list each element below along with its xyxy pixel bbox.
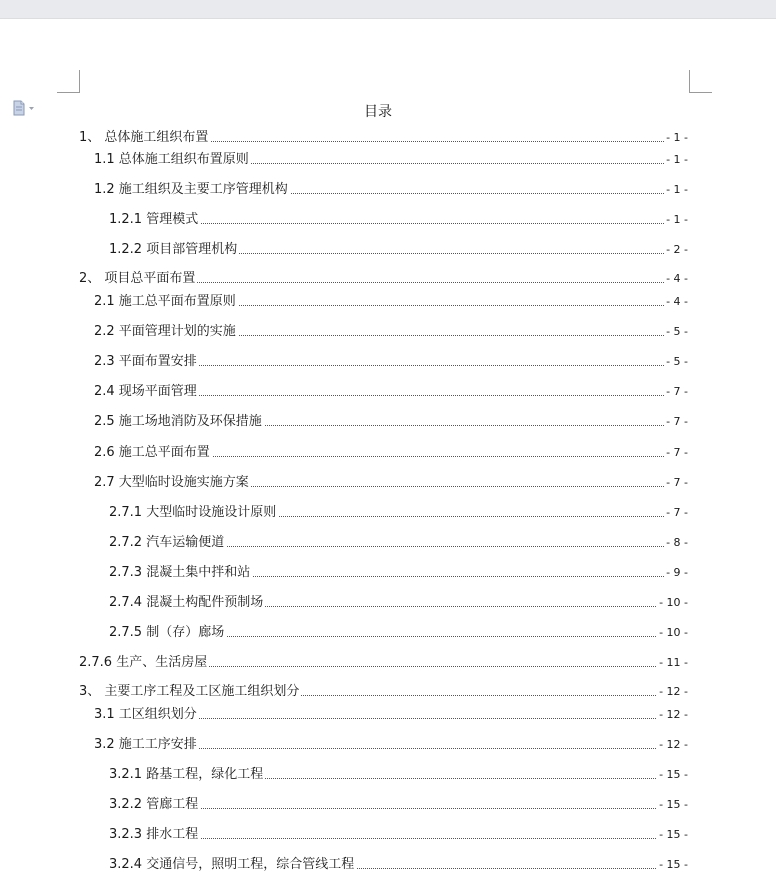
toc-page-number: - 1 -	[664, 180, 688, 200]
toc-page-number: - 7 -	[664, 443, 688, 463]
toc-entry-label: 3.2.2 管廊工程	[109, 795, 200, 815]
toc-page-number: - 15 -	[657, 825, 688, 845]
toc-page-number: - 15 -	[657, 765, 688, 785]
toc-entry-label: 3.2 施工工序安排	[94, 735, 199, 755]
toc-entry-label: 3.2.4 交通信号，照明工程，综合管线工程	[109, 855, 356, 875]
toc-entry-label: 1、 总体施工组织布置	[79, 128, 210, 148]
toc-entry-label: 1.2.2 项目部管理机构	[109, 240, 239, 260]
toc-page-number: - 12 -	[657, 705, 688, 725]
toc-entry-label: 3.2.3 排水工程	[109, 825, 200, 845]
toc-entry[interactable]	[0, 653, 776, 673]
toc-entry-label: 2.7 大型临时设施实施方案	[94, 473, 251, 493]
toc-entry-label: 3.1 工区组织划分	[94, 705, 199, 725]
toc-entry-label: 3.2.1 路基工程，绿化工程	[109, 765, 265, 785]
toc-entry-label: 2.7.3 混凝土集中拌和站	[109, 563, 252, 583]
toc-page-number: - 15 -	[657, 855, 688, 875]
toc-entry[interactable]	[0, 503, 776, 523]
toc-entry-label: 2.7.6 生产、生活房屋	[79, 653, 209, 673]
toc-page-number: - 10 -	[657, 623, 688, 643]
toc-entry[interactable]	[0, 593, 776, 613]
toc-entry-label: 2.5 施工场地消防及环保措施	[94, 412, 264, 432]
toc-entry-label: 2.7.5 制（存）廊场	[109, 623, 226, 643]
toc-entry[interactable]	[0, 795, 776, 815]
toc-page-number: - 2 -	[664, 240, 688, 260]
toc-page-number: - 7 -	[664, 503, 688, 523]
toc-page-number: - 12 -	[657, 735, 688, 755]
toc-entry[interactable]	[0, 150, 776, 170]
toc-entry-label: 2.7.2 汽车运输便道	[109, 533, 226, 553]
toc-entry[interactable]	[0, 682, 776, 702]
toc-page-number: - 8 -	[664, 533, 688, 553]
toc-page-number: - 5 -	[664, 352, 688, 372]
toc-entry-label: 1.2 施工组织及主要工序管理机构	[94, 180, 290, 200]
toc-entry[interactable]	[0, 292, 776, 312]
toc-entry-label: 1.2.1 管理模式	[109, 210, 200, 230]
toc-page-number: - 1 -	[664, 128, 688, 148]
toc-page-number: - 7 -	[664, 473, 688, 493]
toc-entry[interactable]	[0, 765, 776, 785]
toc-page-number: - 5 -	[664, 322, 688, 342]
toc-page-number: - 9 -	[664, 563, 688, 583]
toc-page-number: - 15 -	[657, 795, 688, 815]
toc-entry[interactable]	[0, 705, 776, 725]
toc-page-number: - 4 -	[664, 292, 688, 312]
toc-page-number: - 4 -	[664, 269, 688, 289]
toc-page-number: - 1 -	[664, 210, 688, 230]
toc-page-number: - 7 -	[664, 412, 688, 432]
toc-entry[interactable]	[0, 412, 776, 432]
toc-entry-label: 2、 项目总平面布置	[79, 269, 197, 289]
toc-entry-label: 3、 主要工序工程及工区施工组织划分	[79, 682, 301, 702]
toc-page-number: - 1 -	[664, 150, 688, 170]
toc-entry[interactable]	[0, 180, 776, 200]
toc-page-number: - 10 -	[657, 593, 688, 613]
toc-entry[interactable]	[0, 269, 776, 289]
toc-entry[interactable]	[0, 563, 776, 583]
toc-entry[interactable]	[0, 322, 776, 342]
toc-entry[interactable]	[0, 473, 776, 493]
toc-entry[interactable]	[0, 240, 776, 260]
toc-entry-label: 2.7.4 混凝土构配件预制场	[109, 593, 265, 613]
toc-entry[interactable]	[0, 533, 776, 553]
toc-entry[interactable]	[0, 623, 776, 643]
toc-entry-label: 2.1 施工总平面布置原则	[94, 292, 238, 312]
toc-entry[interactable]	[0, 128, 776, 148]
toc-entry-label: 1.1 总体施工组织布置原则	[94, 150, 251, 170]
toc-title: 目录	[364, 104, 392, 120]
toc-entry[interactable]	[0, 825, 776, 845]
toc-page-number: - 11 -	[657, 653, 688, 673]
toc-entry[interactable]	[0, 382, 776, 402]
toc-entry-label: 2.2 平面管理计划的实施	[94, 322, 238, 342]
toc-entry[interactable]	[0, 443, 776, 463]
toc-entry[interactable]	[0, 855, 776, 875]
toc-entry[interactable]	[0, 352, 776, 372]
toc-entry-label: 2.7.1 大型临时设施设计原则	[109, 503, 278, 523]
toc-entry-label: 2.6 施工总平面布置	[94, 443, 212, 463]
toc-page-number: - 12 -	[657, 682, 688, 702]
toc-entry-label: 2.4 现场平面管理	[94, 382, 199, 402]
toc-entry[interactable]	[0, 735, 776, 755]
toc-entry[interactable]	[0, 210, 776, 230]
toc-page-number: - 7 -	[664, 382, 688, 402]
toc-entry-label: 2.3 平面布置安排	[94, 352, 199, 372]
